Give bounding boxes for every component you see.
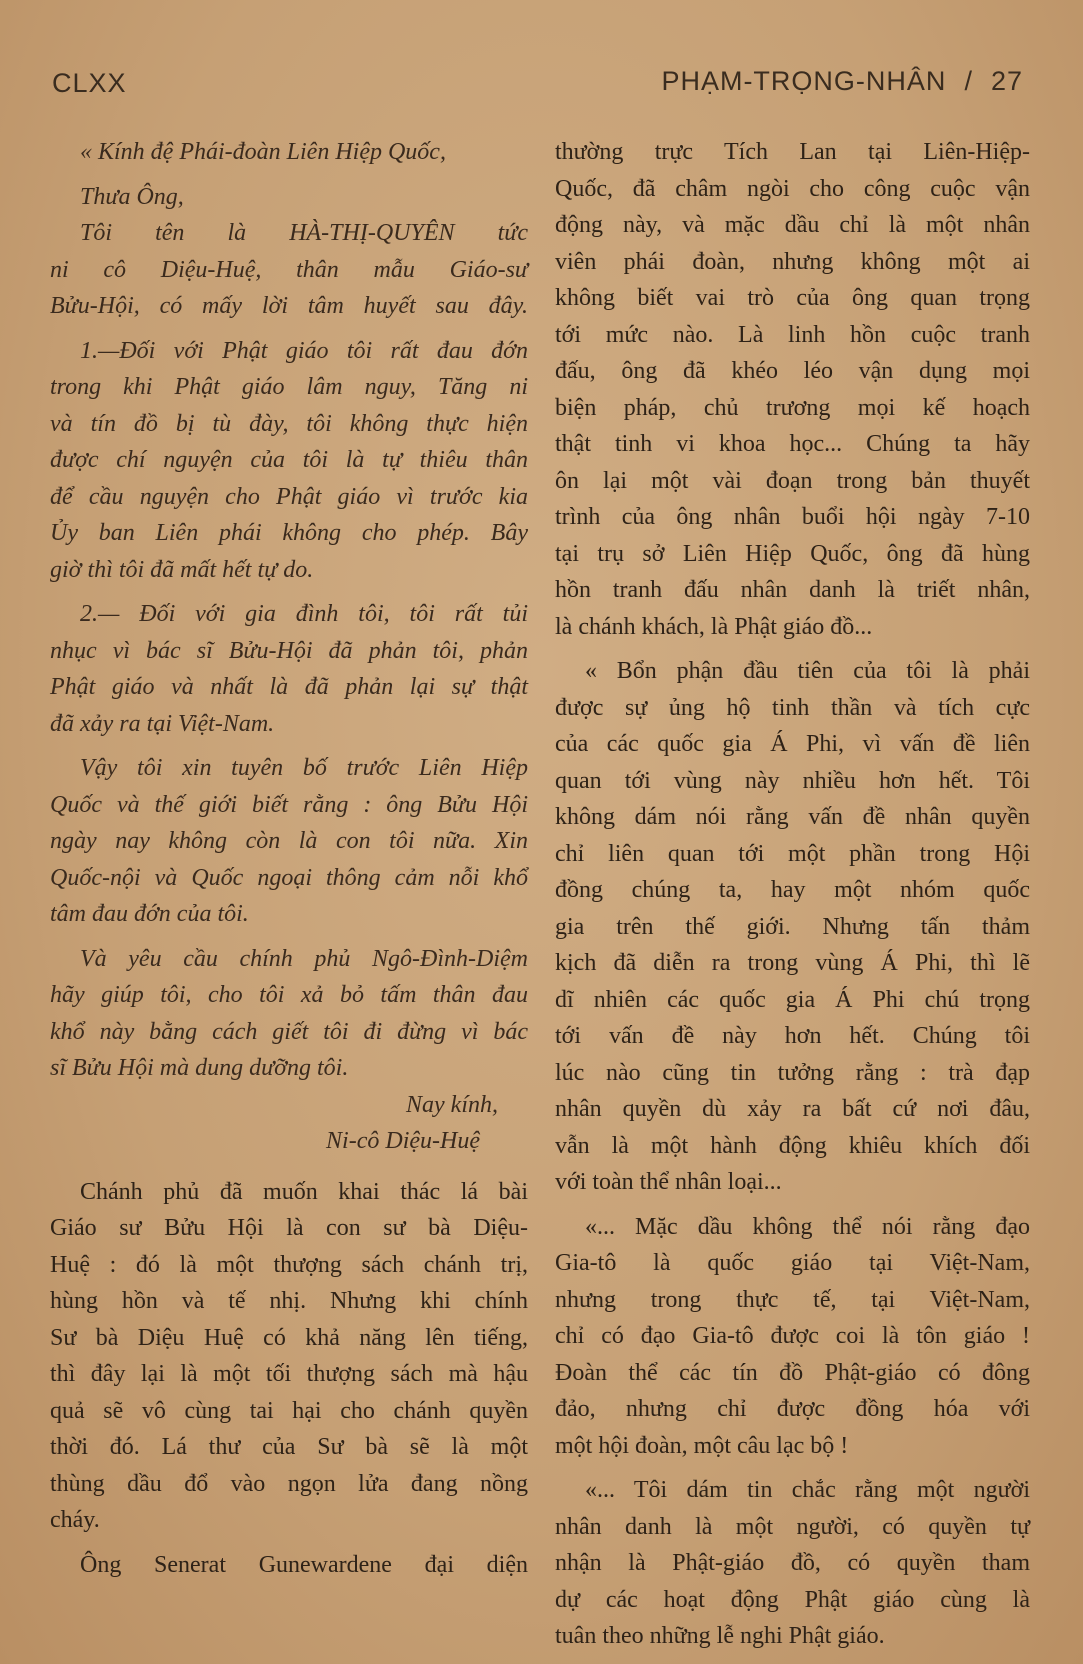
text-line: Gia-tô là quốc giáo tại Việt-Nam, xyxy=(555,1250,1030,1276)
greeting: Thưa Ông, xyxy=(80,183,184,210)
text-line: hùng hồn và tế nhị. Nhưng khi chính xyxy=(50,1288,528,1314)
text-line: được chí nguyện của tôi là tự thiêu thân xyxy=(50,447,528,473)
text-line: với toàn thể nhân loại... xyxy=(555,1169,782,1195)
text-line: hồn tranh đấu nhân danh là triết nhân, xyxy=(555,577,1030,603)
text-line: động này, và mặc dầu chỉ là một nhân xyxy=(555,212,1030,238)
text-line: 1.—Đối với Phật giáo tôi rất đau đớn xyxy=(80,337,528,364)
text-line: Sư bà Diệu Huệ có khả năng lên tiếng, xyxy=(50,1324,528,1351)
text-line: thời đó. Lá thư của Sư bà sẽ là một xyxy=(50,1434,528,1460)
text-line: Ông Senerat Gunewardene đại diện xyxy=(80,1551,528,1578)
text-line: Bửu-Hội, có mấy lời tâm huyết sau đây. xyxy=(50,293,528,319)
text-line: thì đây lại là một tối thượng sách mà hậu xyxy=(50,1361,528,1387)
text-line: sĩ Bửu Hội mà dung dưỡng tôi. xyxy=(50,1055,349,1081)
text-line: kịch đã diễn ra trong vùng Á Phi, thì lẽ xyxy=(555,950,1030,976)
text-line: quan tới vùng này nhiều hơn hết. Tôi xyxy=(555,767,1030,794)
salutation: « Kính đệ Phái-đoàn Liên Hiệp Quốc, xyxy=(80,139,446,165)
text-line: Quốc, đã châm ngòi cho công cuộc vận xyxy=(555,175,1030,202)
text-line: tại trụ sở Liên Hiệp Quốc, ông đã hùng xyxy=(555,540,1030,567)
author-name: PHẠM-TRỌNG-NHÂN xyxy=(661,66,947,96)
text-line: được sự ủng hộ tinh thần và tích cực xyxy=(555,694,1030,721)
text-line: Ủy ban Liên phái không cho phép. Bây xyxy=(50,520,528,546)
text-line: dự các hoạt động Phật giáo cùng là xyxy=(555,1586,1030,1613)
text-line: «... Tôi dám tin chắc rằng một người xyxy=(585,1477,1030,1503)
closing: Nay kính, xyxy=(406,1091,498,1118)
text-line: «... Mặc dầu không thể nói rằng đạo xyxy=(585,1213,1030,1240)
text-line: viên phái đoàn, nhưng không một ai xyxy=(555,248,1030,275)
text-line: để cầu nguyện cho Phật giáo vì trước kia xyxy=(50,483,528,510)
page-number: 27 xyxy=(990,66,1023,96)
text-line: chỉ liên quan tới một phần trong Hội xyxy=(555,840,1030,867)
text-line: Phật giáo và nhất là đã phản lại sự thật xyxy=(50,674,528,700)
text-line: và tín đồ bị tù đày, tôi không thực hiện xyxy=(50,410,528,437)
text-line: Vậy tôi xin tuyên bố trước Liên Hiệp xyxy=(80,755,528,781)
text-line: Và yêu cầu chính phủ Ngô-Đình-Diệm xyxy=(80,945,528,972)
text-line: biện pháp, chủ trương mọi kế hoạch xyxy=(555,394,1030,421)
text-line: chỉ có đạo Gia-tô được coi là tôn giáo ! xyxy=(555,1323,1030,1349)
text-line: của các quốc gia Á Phi, vì vấn đề liên xyxy=(555,731,1030,757)
text-line: trình của ông nhân buổi hội ngày 7-10 xyxy=(555,504,1030,530)
text-line: tới vấn đề này hơn hết. Chúng tôi xyxy=(555,1023,1030,1049)
text-line: Tôi tên là HÀ-THỊ-QUYÊN tức xyxy=(80,220,528,246)
text-line: Giáo sư Bửu Hội là con sư bà Diệu- xyxy=(50,1215,528,1241)
text-line: thùng dầu đổ vào ngọn lửa đang nồng xyxy=(50,1470,528,1497)
text-line: đã xảy ra tại Việt-Nam. xyxy=(50,710,275,737)
text-line: là chánh khách, là Phật giáo đồ... xyxy=(555,613,873,640)
letter-quote xyxy=(50,134,528,1160)
signature: Ni-cô Diệu-Huệ xyxy=(326,1128,480,1154)
text-line: tâm đau đớn của tôi. xyxy=(50,901,249,927)
text-line: đảo, nhưng chỉ được đồng hóa với xyxy=(555,1396,1030,1422)
text-line: gia trên thế giới. Nhưng tấn thảm xyxy=(555,913,1030,940)
text-line: khổ này bằng cách giết tôi đi đừng vì bác xyxy=(50,1018,528,1045)
text-line: nhận là Phật-giáo đồ, có quyền tham xyxy=(555,1550,1030,1576)
text-line: nhân quyền dù xảy ra bất cứ nơi đâu, xyxy=(555,1096,1030,1122)
text-line: đấu, ông đã khéo léo vận dụng mọi xyxy=(555,358,1030,384)
text-line: ôn lại một vài đoạn trong bản thuyết xyxy=(555,467,1030,494)
text-line: nhân danh là một người, có quyền tự xyxy=(555,1513,1030,1540)
text-line: tới mức nào. Là linh hồn cuộc tranh xyxy=(555,321,1030,348)
text-line: nhục vì bác sĩ Bửu-Hội đã phản tôi, phản xyxy=(50,637,528,664)
text-line: quả sẽ vô cùng tai hại cho chánh quyền xyxy=(50,1397,528,1424)
text-line: tuân theo những lễ nghi Phật giáo. xyxy=(555,1623,885,1649)
text-line: Huệ : đó là một thượng sách chánh trị, xyxy=(50,1251,528,1278)
text-line: một hội đoàn, một câu lạc bộ ! xyxy=(555,1432,849,1459)
header-separator: / xyxy=(964,66,973,96)
text-line: trong khi Phật giáo lâm nguy, Tăng ni xyxy=(50,374,528,400)
text-line: lúc nào cũng tin tưởng rằng : trà đạp xyxy=(555,1059,1030,1086)
running-header xyxy=(661,66,1023,97)
text-line: dĩ nhiên các quốc gia Á Phi chú trọng xyxy=(555,986,1030,1013)
chapter-marker: CLXX xyxy=(52,68,127,98)
text-line: Chánh phủ đã muốn khai thác lá bài xyxy=(80,1178,528,1205)
text-line: Đoàn thể các tín đồ Phật-giáo có đông xyxy=(555,1359,1030,1386)
text-line: 2.— Đối với gia đình tôi, tôi rất tủi xyxy=(80,601,528,627)
text-line: thường trực Tích Lan tại Liên-Hiệp- xyxy=(555,139,1030,165)
text-line: hãy giúp tôi, cho tôi xả bỏ tấm thân đau xyxy=(50,982,528,1008)
body-paragraph xyxy=(50,1174,528,1584)
text-line: cháy. xyxy=(50,1507,100,1533)
text-line: ni cô Diệu-Huệ, thân mẫu Giáo-sư xyxy=(50,256,528,283)
text-line: Quốc-nội và Quốc ngoại thông cảm nỗi khổ xyxy=(50,864,528,891)
text-line: không biết vai trò của ông quan trọng xyxy=(555,285,1030,311)
text-line: đồng chúng ta, hay một nhóm quốc xyxy=(555,877,1030,903)
text-line: nhưng trong thực tế, tại Việt-Nam, xyxy=(555,1286,1030,1313)
right-column xyxy=(555,134,1030,1655)
text-line: không dám nói rằng vấn đề nhân quyền xyxy=(555,804,1030,830)
text-line: giờ thì tôi đã mất hết tự do. xyxy=(50,556,314,583)
text-line: thật tinh vi khoa học... Chúng ta hãy xyxy=(555,431,1030,457)
text-line: « Bổn phận đầu tiên của tôi là phải xyxy=(585,658,1030,684)
text-line: ngày nay không còn là con tôi nữa. Xin xyxy=(50,828,528,854)
text-line: vẫn là một hành động khiêu khích đối xyxy=(555,1132,1030,1159)
text-line: Quốc và thế giới biết rằng : ông Bửu Hội xyxy=(50,791,528,818)
left-column xyxy=(50,134,528,1583)
